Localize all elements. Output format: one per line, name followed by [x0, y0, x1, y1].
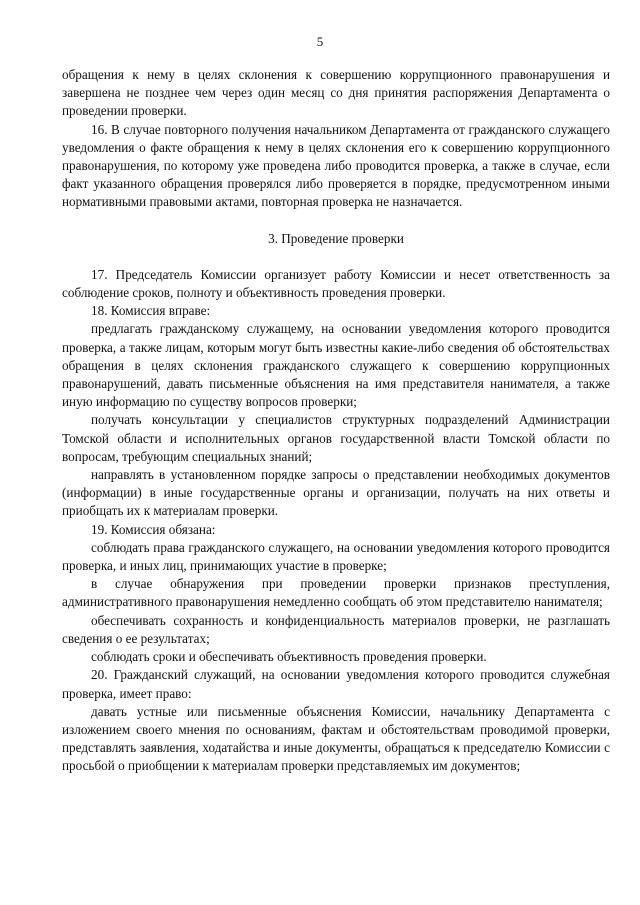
paragraph-item-19-duty-3: обеспечивать сохранность и конфиденциальность материалов проверки, не разглашать сведения о ее результатах;: [62, 612, 610, 646]
paragraph-item-18-right-2: получать консультации у специалистов структурных подразделений Администрации Томской области и исполнительных органов государственной власти Томской области по вопросам, требующим специальных знаний;: [62, 412, 610, 464]
paragraph-item-18-right-3: направлять в установленном порядке запросы о представлении необходимых документов (информации) в иные государственные органы и организации, получать на них ответы и приобщать их к материалам проверки.: [62, 467, 610, 519]
document-body: [62, 66, 610, 776]
paragraph-item-19-duty-2: в случае обнаружения при проведении проверки признаков преступления, административного правонарушения немедленно сообщать об этом представителю нанимателя;: [62, 576, 610, 610]
paragraph-item-16: 16. В случае повторного получения начальником Департамента от гражданского служащего уведомления о факте обращения к нему в целях склонения его к совершению коррупционного правонарушения, по которому уже проведена либо проводится проверка, а также в случае, если факт указанного обращения проверялся либо проверяется в порядке, предусмотренном иными нормативными правовыми актами, повторная проверка не назначается.: [62, 121, 610, 210]
paragraph-item-18: 18. Комиссия вправе:: [91, 303, 211, 319]
paragraph-continuation: обращения к нему в целях склонения к совершению коррупционного правонарушения и завершена не позднее чем через один месяц со дня принятия распоряжения Департамента о проведении проверки.: [62, 67, 610, 119]
paragraph-item-20-right-1: давать устные или письменные объяснения Комиссии, начальнику Департамента с изложением своего мнения по основаниям, фактам и обстоятельствам проводимой проверки, представлять заявления, ходатайства и иные документы, обращаться к председателю Комиссии с просьбой о приобщении к материалам проверки представляемых им документов;: [62, 703, 610, 774]
paragraph-item-17: 17. Председатель Комиссии организует работу Комиссии и несет ответственность за соблюдение сроков, полноту и объективность проведения проверки.: [62, 266, 610, 301]
paragraph-item-19-duty-1: соблюдать права гражданского служащего, на основании уведомления которого проводится проверка, и иных лиц, принимающих участие в проверке;: [62, 539, 610, 574]
page-number: 5: [316, 34, 324, 49]
paragraph-item-19: 19. Комиссия обязана:: [91, 521, 216, 537]
paragraph-item-18-right-1: предлагать гражданскому служащему, на основании уведомления которого проводится проверка, а также лицам, которым могут быть известны какие-либо сведения об обстоятельствах обращения в целях склонения гражданского служащего к совершению коррупционных правонарушений, давать письменные объяснения на имя представителя нанимателя, а также иную информацию по существу вопросов проверки;: [62, 321, 610, 410]
paragraph-item-20: 20. Гражданский служащий, на основании уведомления которого проводится служебная проверка, имеет право:: [62, 667, 610, 701]
paragraph-item-19-duty-4: соблюдать сроки и обеспечивать объективность проведения проверки.: [91, 649, 487, 665]
section-heading: 3. Проведение проверки: [268, 230, 404, 246]
